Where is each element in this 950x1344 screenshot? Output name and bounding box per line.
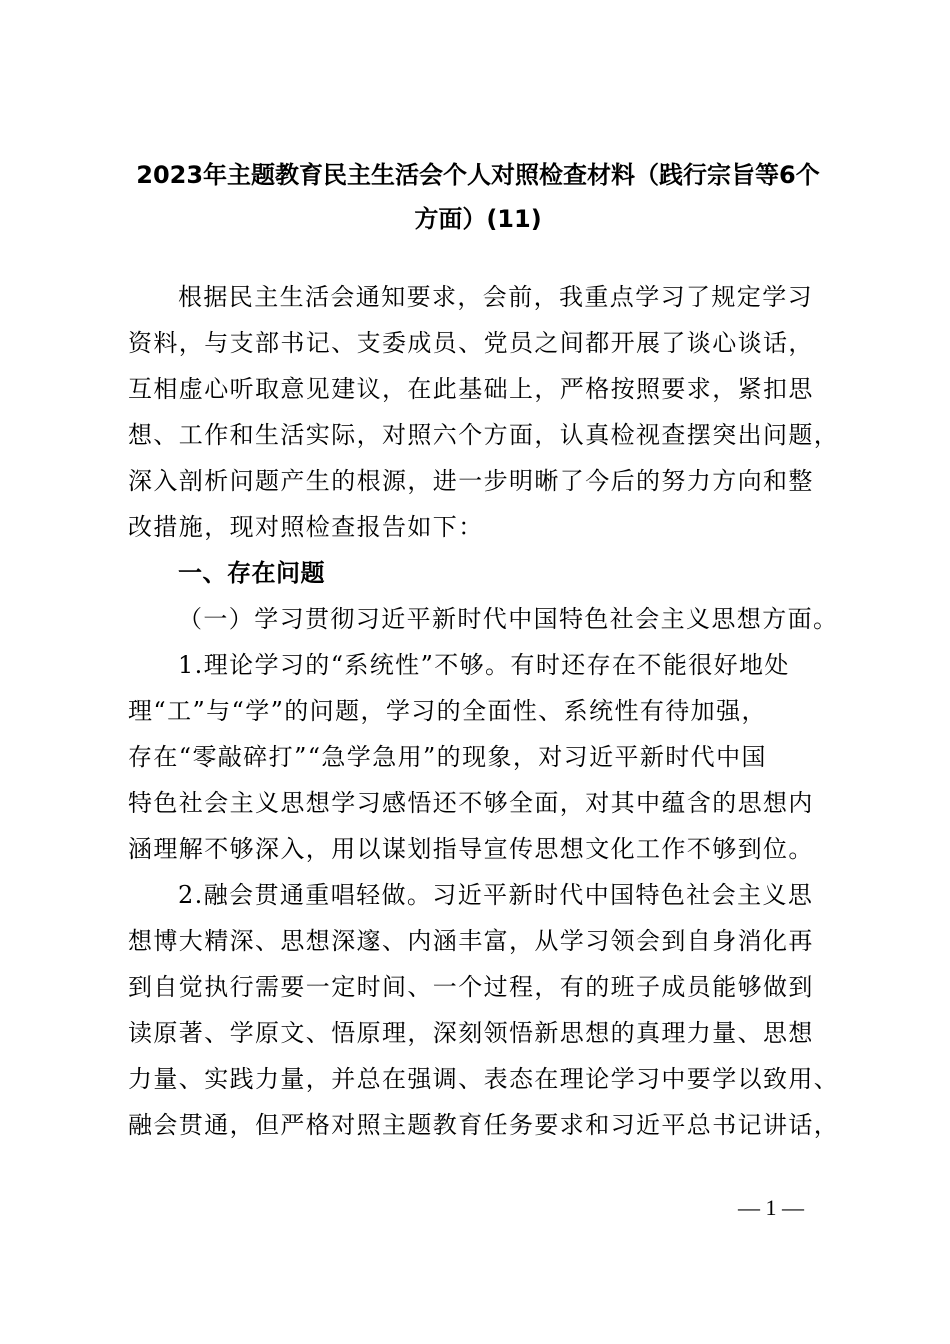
paragraph-line: 深入剖析问题产生的根源，进一步明晰了今后的努力方向和整: [128, 467, 814, 495]
section-heading: 一、存在问题: [178, 559, 325, 587]
paragraph-line: 2.融会贯通重唱轻做。习近平新时代中国特色社会主义思: [178, 881, 814, 909]
paragraph-line: 力量、实践力量，并总在强调、表态在理论学习中要学以致用、: [128, 1065, 840, 1093]
subsection-heading: （一）学习贯彻习近平新时代中国特色社会主义思想方面。: [178, 605, 839, 633]
document-title-line-1: 2023年主题教育民主生活会个人对照检查材料（践行宗旨等6个: [136, 161, 820, 189]
document-body: [128, 274, 840, 1148]
paragraph-line: 互相虚心听取意见建议，在此基础上，严格按照要求，紧扣思: [128, 375, 814, 403]
paragraph-line: 改措施，现对照检查报告如下：: [128, 513, 484, 541]
paragraph-line: 理“工”与“学”的问题，学习的全面性、系统性有待加强，: [128, 697, 767, 725]
paragraph-line: 特色社会主义思想学习感悟还不够全面，对其中蕴含的思想内: [128, 789, 814, 817]
paragraph-line: 根据民主生活会通知要求，会前，我重点学习了规定学习: [178, 283, 813, 311]
paragraph-line: 想博大精深、思想深邃、内涵丰富，从学习领会到自身消化再: [128, 927, 814, 955]
paragraph-line: 资料，与支部书记、支委成员、党员之间都开展了谈心谈话，: [128, 329, 814, 357]
paragraph-line: 融会贯通，但严格对照主题教育任务要求和习近平总书记讲话，: [128, 1111, 840, 1139]
document-title-line-2: 方面）(11): [414, 205, 542, 233]
paragraph-line: 读原著、学原文、悟原理，深刻领悟新思想的真理力量、思想: [128, 1019, 814, 1047]
page-number: — 1 —: [738, 1195, 804, 1220]
paragraph-line: 到自觉执行需要一定时间、一个过程，有的班子成员能够做到: [128, 973, 814, 1001]
paragraph-line: 1.理论学习的“系统性”不够。有时还存在不能很好地处: [178, 651, 790, 679]
paragraph-line: 存在“零敲碎打”“急学急用”的现象，对习近平新时代中国: [128, 743, 767, 771]
paragraph-line: 涵理解不够深入，用以谋划指导宣传思想文化工作不够到位。: [128, 835, 814, 863]
paragraph-line: 想、工作和生活实际，对照六个方面，认真检视查摆突出问题，: [128, 421, 840, 449]
